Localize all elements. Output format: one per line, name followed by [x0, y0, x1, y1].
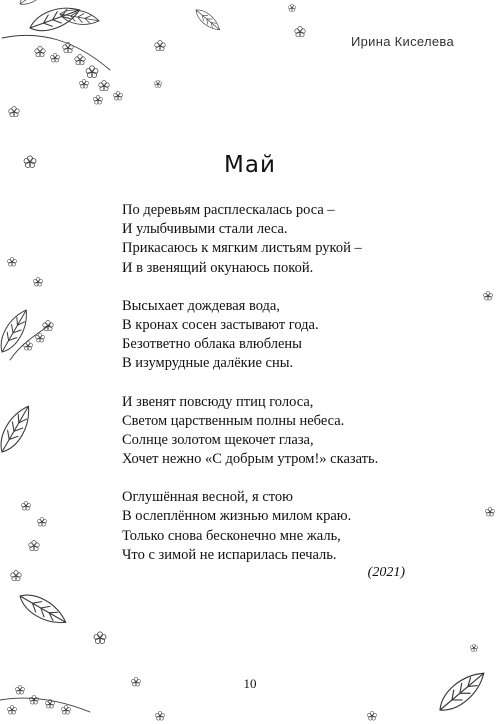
poem-year: (2021) [367, 565, 405, 580]
poem-line: Хочет нежно «С добрым утром!» сказать. [122, 451, 379, 468]
poem-line: Светом царственным полны небеса. [122, 412, 345, 429]
bottom-left-branch-illustration [0, 588, 165, 720]
poem-line: Прикасаюсь к мягким листьям рукой – [122, 240, 362, 257]
stanza [122, 201, 442, 278]
top-scattered-flowers-illustration [154, 4, 305, 87]
poem-body [122, 201, 442, 584]
poem-line: И улыбчивыми стали леса. [122, 221, 288, 238]
poem-line: Высыхает дождевая вода, [122, 297, 280, 314]
poem-line: В изумрудные далёкие сны. [122, 355, 294, 372]
page-number: 10 [243, 676, 257, 691]
poem-line: В кронах сосен застывают года. [122, 316, 319, 333]
poem-line: По деревьям расплескалась роса – [122, 202, 335, 218]
poem-title: Май [224, 152, 276, 178]
poem-line: Только снова бесконечно мне жаль, [122, 527, 341, 544]
poem-line: Оглушённая весной, я стою [122, 489, 293, 506]
poem-line: И в звенящий окунаюсь покой. [122, 259, 314, 276]
poem-line: И звенят повсюду птиц голоса, [122, 393, 314, 410]
stanza [122, 488, 442, 565]
top-left-branch-illustration [2, 0, 123, 168]
author-name: Ирина Киселева [351, 34, 454, 49]
poem-line: Безответно облака влюблены [122, 336, 302, 353]
poem-line: В ослеплённом жизнью милом краю. [122, 508, 352, 525]
stanza [122, 393, 442, 470]
stanza [122, 297, 442, 374]
left-branch-illustration [0, 257, 53, 580]
poem-line: Что с зимой не испарилась печаль. [122, 546, 337, 563]
poem-line: Солнце золотом щекочет глаза, [122, 431, 314, 448]
